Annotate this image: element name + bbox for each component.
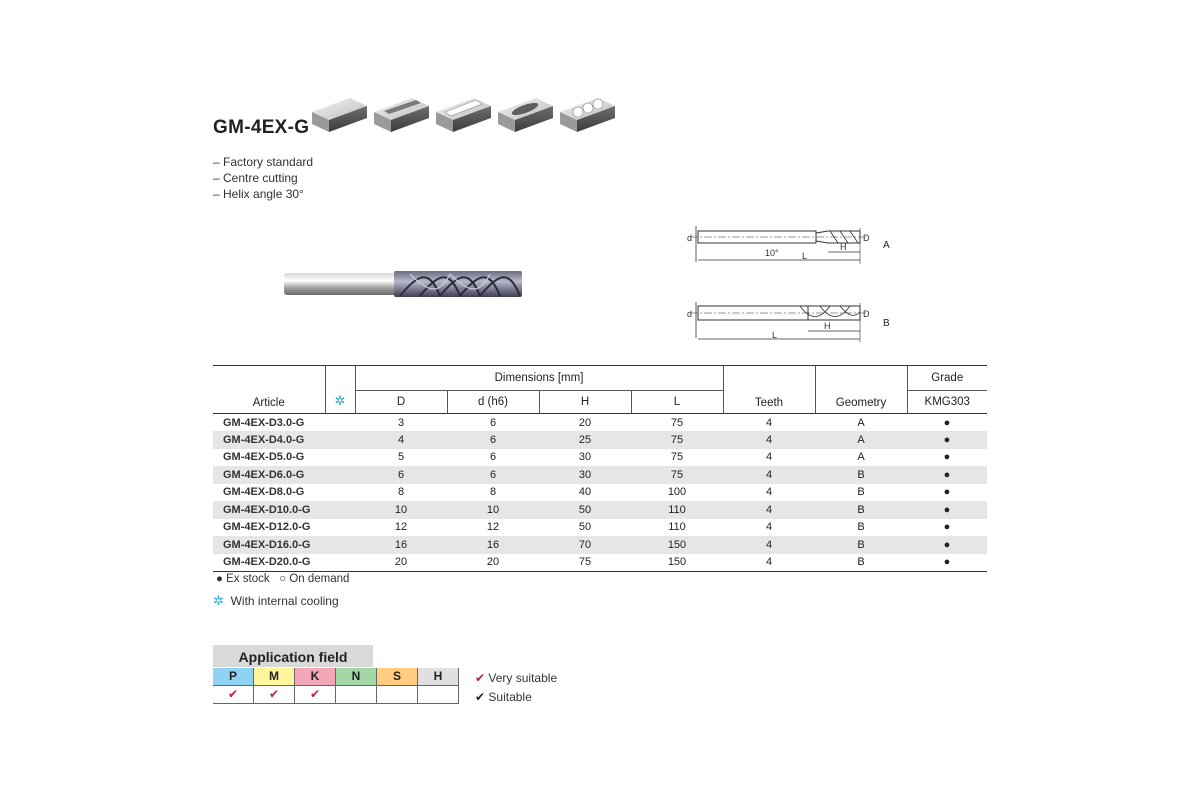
shank-diameter-label: d [687, 309, 693, 319]
geometry-header: Geometry [835, 397, 887, 409]
application-field-title: Application field [213, 645, 373, 667]
length-label: L [802, 251, 808, 261]
article-cell: GM-4EX-D5.0-G [223, 451, 305, 464]
h-cell: 75 [539, 554, 631, 572]
feature-item: – Helix angle 30° [213, 187, 304, 201]
stock-cell: ● [943, 486, 951, 499]
application-field [213, 645, 459, 704]
very-suitable-icon: ✔ [475, 671, 486, 685]
stock-cell: ● [943, 468, 951, 481]
table-row [213, 431, 987, 449]
block-facing-icon [312, 98, 367, 132]
material-group-H: H [418, 668, 458, 686]
col-geometry [815, 366, 907, 414]
d-cell: 20 [355, 554, 447, 572]
shank-cell: 6 [489, 433, 497, 446]
cooling-cell [325, 449, 355, 467]
block-slot-icon [374, 98, 429, 132]
teeth-cell: 4 [765, 538, 773, 551]
suitable-label: Suitable [488, 690, 532, 704]
col-cooling [325, 366, 355, 414]
stock-cell: ● [943, 503, 951, 516]
material-group-P: P [213, 668, 253, 686]
l-cell: 75 [670, 433, 684, 446]
col-teeth [723, 366, 815, 414]
cooling-cell [325, 536, 355, 554]
material-group-N: N [336, 668, 376, 686]
block-pocket-icon [498, 98, 553, 132]
geometry-cell: B [857, 468, 865, 481]
teeth-cell: 4 [765, 521, 773, 534]
article-cell: GM-4EX-D10.0-G [223, 503, 311, 516]
angle-label: 10° [765, 248, 779, 258]
geometry-cell: B [857, 486, 865, 499]
geometry-cell: A [857, 416, 865, 429]
h-cell: 50 [578, 521, 592, 534]
teeth-cell: 4 [765, 451, 773, 464]
shank-diameter-label: d [687, 233, 693, 243]
col-H: H [539, 391, 631, 414]
material-group-K: K [295, 668, 335, 686]
material-group-S: S [377, 668, 417, 686]
feature-item: – Factory standard [213, 155, 314, 169]
suitability-mark [377, 686, 417, 704]
l-cell: 110 [668, 521, 686, 534]
cooling-cell [325, 414, 355, 432]
col-D: D [355, 391, 447, 414]
col-L: L [631, 391, 723, 414]
cooling-cell [325, 484, 355, 502]
table-row [213, 554, 987, 572]
article-cell: GM-4EX-D16.0-G [223, 538, 311, 551]
application-column [336, 668, 377, 704]
h-cell: 20 [578, 416, 592, 429]
application-column [377, 668, 418, 704]
suitability-mark [336, 686, 376, 704]
end-mill-photo [280, 266, 526, 302]
grade-header: Grade [907, 366, 987, 391]
h-cell: 25 [578, 433, 592, 446]
cooling-legend [213, 593, 339, 609]
l-cell: 150 [667, 538, 687, 551]
l-cell: 75 [670, 451, 684, 464]
stock-cell: ● [943, 433, 951, 446]
table-row [213, 466, 987, 484]
cooling-cell [325, 501, 355, 519]
cooling-icon: ✲ [334, 393, 346, 408]
h-cell: 30 [578, 468, 592, 481]
col-d: d (h6) [447, 391, 539, 414]
article-cell: GM-4EX-D3.0-G [223, 416, 305, 429]
stock-cell: ● [943, 538, 951, 551]
feature-list [213, 154, 313, 202]
geometry-cell: B [857, 538, 865, 551]
col-article [213, 366, 325, 414]
geometry-cell: A [857, 433, 865, 446]
geometry-cell: B [857, 503, 865, 516]
d-cell: 6 [397, 468, 405, 481]
l-cell: 150 [631, 554, 723, 572]
table-row [213, 449, 987, 467]
application-grid [213, 668, 459, 704]
d-cell: 4 [397, 433, 405, 446]
h-cell: 70 [578, 538, 592, 551]
article-header: Article [252, 397, 285, 409]
spec-table [213, 365, 987, 572]
teeth-cell: 4 [765, 486, 773, 499]
d-cell: 5 [397, 451, 405, 464]
teeth-cell: 4 [765, 468, 773, 481]
block-plunge-icon [560, 98, 615, 132]
ex-stock-legend: ● Ex stock [216, 573, 270, 585]
suitability-legend [475, 669, 557, 707]
shank-cell: 16 [486, 538, 500, 551]
very-suitable-label: Very suitable [488, 671, 558, 685]
shank-cell: 8 [489, 486, 497, 499]
shank-cell: 6 [489, 416, 497, 429]
shank-cell: 20 [447, 554, 539, 572]
geometry-b-label: B [883, 318, 890, 329]
article-cell: GM-4EX-D12.0-G [223, 521, 311, 534]
flute-length-label: H [840, 242, 847, 252]
d-cell: 8 [397, 486, 405, 499]
cutting-diameter-label: D [863, 233, 870, 243]
cooling-icon: ✲ [213, 593, 224, 608]
cooling-cell [325, 431, 355, 449]
drawing-geometry-a [680, 222, 900, 268]
stock-cell: ● [943, 416, 951, 429]
cooling-cell [325, 554, 355, 572]
teeth-cell: 4 [765, 433, 773, 446]
stock-cell: ● [943, 451, 951, 464]
suitable-icon: ✔ [475, 690, 486, 704]
application-column [295, 668, 336, 704]
l-cell: 110 [668, 503, 686, 516]
article-cell: GM-4EX-D20.0-G [213, 554, 325, 572]
cooling-cell [325, 466, 355, 484]
d-cell: 12 [394, 521, 408, 534]
block-groove-icon [436, 98, 491, 132]
d-cell: 10 [394, 503, 408, 516]
geometry-cell: A [857, 451, 865, 464]
col-grade-code: KMG303 [907, 391, 987, 414]
l-cell: 75 [670, 416, 684, 429]
stock-legend [216, 573, 349, 585]
stock-cell: ● [943, 521, 951, 534]
l-cell: 75 [670, 468, 684, 481]
material-group-M: M [254, 668, 294, 686]
geometry-cell: B [815, 554, 907, 572]
d-cell: 3 [397, 416, 405, 429]
geometry-cell: B [857, 521, 865, 534]
suitability-mark: ✔ [254, 686, 294, 704]
suitability-mark [418, 686, 458, 704]
shank-cell: 12 [486, 521, 500, 534]
operation-blocks [312, 94, 617, 136]
length-label: L [772, 330, 778, 340]
on-demand-legend: ○ On demand [279, 573, 350, 585]
l-cell: 100 [667, 486, 687, 499]
h-cell: 50 [578, 503, 592, 516]
shank-cell: 10 [486, 503, 500, 516]
table-row [213, 501, 987, 519]
table-row [213, 519, 987, 537]
internal-cooling-label: With internal cooling [230, 594, 339, 608]
article-cell: GM-4EX-D4.0-G [223, 433, 305, 446]
page-title: GM-4EX-G [213, 117, 310, 138]
teeth-cell: 4 [723, 554, 815, 572]
teeth-header: Teeth [754, 397, 784, 409]
h-cell: 40 [578, 486, 592, 499]
application-column [213, 668, 254, 704]
suitability-mark: ✔ [213, 686, 253, 704]
cooling-cell [325, 519, 355, 537]
h-cell: 30 [578, 451, 592, 464]
application-column [418, 668, 459, 704]
table-row [213, 484, 987, 502]
table-row [213, 536, 987, 554]
cutting-diameter-label: D [863, 309, 870, 319]
flute-length-label: H [824, 321, 831, 331]
application-column [254, 668, 295, 704]
stock-cell: ● [907, 554, 987, 572]
feature-item: – Centre cutting [213, 171, 298, 185]
drawing-geometry-b [680, 298, 900, 344]
article-cell: GM-4EX-D8.0-G [223, 486, 305, 499]
table-row [213, 414, 987, 432]
teeth-cell: 4 [765, 503, 773, 516]
geometry-a-label: A [883, 240, 890, 251]
article-cell: GM-4EX-D6.0-G [223, 468, 305, 481]
suitability-mark: ✔ [295, 686, 335, 704]
teeth-cell: 4 [765, 416, 773, 429]
d-cell: 16 [394, 538, 408, 551]
shank-cell: 6 [489, 468, 497, 481]
shank-cell: 6 [489, 451, 497, 464]
dimensions-header: Dimensions [mm] [355, 366, 723, 391]
